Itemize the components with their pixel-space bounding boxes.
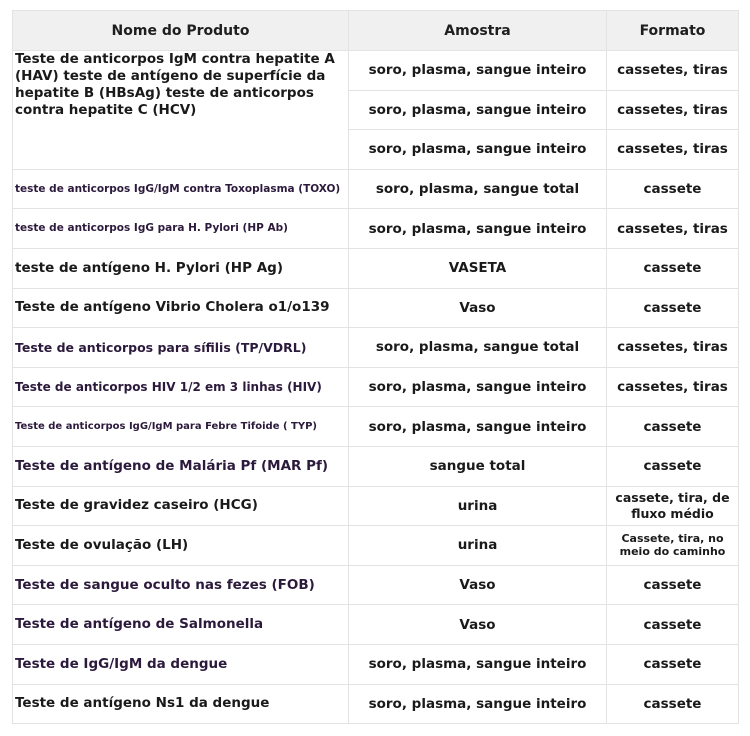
table-row (13, 526, 739, 566)
format-cell: cassete (607, 684, 739, 724)
product-name-cell: teste de anticorpos IgG/IgM contra Toxoplasma (TOXO) (13, 169, 349, 209)
format-cell: cassetes, tiras (607, 51, 739, 91)
sample-cell: Vaso (349, 565, 607, 605)
sample-cell: Vaso (349, 288, 607, 328)
header-format: Formato (607, 11, 739, 51)
product-name-cell: Teste de gravidez caseiro (HCG) (13, 486, 349, 526)
table-row (13, 288, 739, 328)
product-name-cell: Teste de antígeno de Malária Pf (MAR Pf) (13, 446, 349, 486)
header-row (13, 11, 739, 51)
table-row (13, 328, 739, 368)
sample-cell: soro, plasma, sangue inteiro (349, 367, 607, 407)
sample-cell: soro, plasma, sangue inteiro (349, 644, 607, 684)
product-name-cell: Teste de antígeno Vibrio Cholera o1/o139 (13, 288, 349, 328)
sample-cell: soro, plasma, sangue total (349, 328, 607, 368)
table-row (13, 486, 739, 526)
table-row (13, 248, 739, 288)
table-row (13, 565, 739, 605)
sample-cell: soro, plasma, sangue total (349, 169, 607, 209)
format-cell: cassete, tira, de fluxo médio (607, 486, 739, 526)
product-name-cell: Teste de antígeno Ns1 da dengue (13, 684, 349, 724)
table-row (13, 407, 739, 447)
format-cell: cassetes, tiras (607, 130, 739, 170)
product-table (12, 10, 739, 724)
format-cell: cassetes, tiras (607, 209, 739, 249)
product-name-cell: Teste de anticorpos para sífilis (TP/VDRL) (13, 328, 349, 368)
sample-cell: soro, plasma, sangue inteiro (349, 90, 607, 130)
table-row (13, 605, 739, 645)
table-row (13, 169, 739, 209)
sample-cell: VASETA (349, 248, 607, 288)
product-name-cell: Teste de anticorpos IgG/IgM para Febre Tifoide ( TYP) (13, 407, 349, 447)
table-row (13, 209, 739, 249)
sample-cell: soro, plasma, sangue inteiro (349, 209, 607, 249)
sample-cell: urina (349, 486, 607, 526)
product-name-cell: Teste de anticorpos IgM contra hepatite A (HAV) teste de antígeno de superfície da hepatite B (HBsAg) teste de anticorpos contra hepatite C (HCV) (13, 51, 349, 170)
format-cell: cassete (607, 565, 739, 605)
table-row (13, 367, 739, 407)
table-body (13, 51, 739, 724)
format-cell: cassetes, tiras (607, 328, 739, 368)
format-cell: cassete (607, 446, 739, 486)
header-product-name: Nome do Produto (13, 11, 349, 51)
product-name-cell: Teste de ovulação (LH) (13, 526, 349, 566)
product-name-cell: Teste de sangue oculto nas fezes (FOB) (13, 565, 349, 605)
product-name-cell: Teste de antígeno de Salmonella (13, 605, 349, 645)
table-row (13, 51, 739, 91)
format-cell: cassete (607, 407, 739, 447)
sample-cell: soro, plasma, sangue inteiro (349, 130, 607, 170)
header-sample: Amostra (349, 11, 607, 51)
format-cell: cassetes, tiras (607, 90, 739, 130)
format-cell: cassete (607, 288, 739, 328)
table-row (13, 644, 739, 684)
sample-cell: Vaso (349, 605, 607, 645)
format-cell: cassetes, tiras (607, 367, 739, 407)
format-cell: cassete (607, 644, 739, 684)
product-name-cell: Teste de anticorpos HIV 1/2 em 3 linhas (HIV) (13, 367, 349, 407)
sample-cell: soro, plasma, sangue inteiro (349, 51, 607, 91)
format-cell: cassete (607, 248, 739, 288)
format-cell: Cassete, tira, no meio do caminho (607, 526, 739, 566)
sample-cell: soro, plasma, sangue inteiro (349, 684, 607, 724)
product-name-cell: Teste de IgG/IgM da dengue (13, 644, 349, 684)
format-cell: cassete (607, 169, 739, 209)
table-row (13, 684, 739, 724)
table-header (13, 11, 739, 51)
sample-cell: soro, plasma, sangue inteiro (349, 407, 607, 447)
product-name-cell: teste de anticorpos IgG para H. Pylori (HP Ab) (13, 209, 349, 249)
sample-cell: urina (349, 526, 607, 566)
table-row (13, 446, 739, 486)
sample-cell: sangue total (349, 446, 607, 486)
format-cell: cassete (607, 605, 739, 645)
product-name-cell: teste de antígeno H. Pylori (HP Ag) (13, 248, 349, 288)
